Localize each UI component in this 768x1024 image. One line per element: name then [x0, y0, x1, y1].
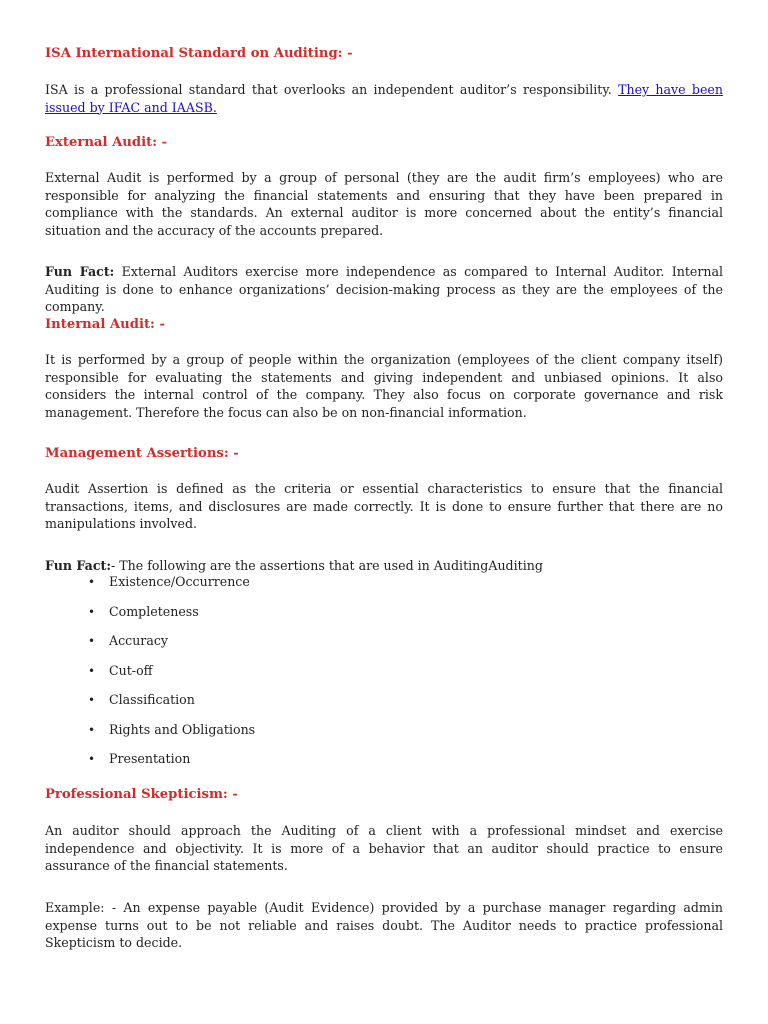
skepticism-example: Example: - An expense payable (Audit Evidence) provided by a purchase manager regarding admin expense turns out to be not reliable and raises doubt. The Auditor needs to practice professional Skepticism to decide. [45, 900, 723, 950]
internal-audit-heading: Internal Audit: - [45, 317, 165, 332]
list-item: • Classification [45, 690, 445, 720]
management-assertions-heading: Management Assertions: - [45, 446, 239, 461]
internal-audit-paragraph: It is performed by a group of people within the organization (employees of the client company itself) responsible for evaluating the statements and giving independent and unbiased opinions. It also considers the internal control of the company. They also focus on corporate governance and risk management. Therefore the focus can also be on non-financial information. [45, 352, 723, 420]
external-audit-paragraph: External Audit is performed by a group of personal (they are the audit firm’s employees) who are responsible for analyzing the financial statements and ensuring that they have been prepared in compliance with the standards. An external auditor is more concerned about the entity’s financial situation and the accuracy of the accounts prepared. [45, 170, 723, 238]
fun-fact-text: - The following are the assertions that are used in AuditingAuditing [110, 558, 543, 573]
external-audit-heading: External Audit: - [45, 135, 168, 150]
fun-fact-label: Fun Fact: [45, 558, 111, 573]
ifac-iaasb-link[interactable]: They have been issued by IFAC and IAASB. [45, 82, 723, 115]
isa-paragraph [45, 81, 723, 116]
assertions-list [45, 572, 445, 779]
list-item: • Accuracy [45, 631, 445, 661]
fun-fact-text: External Auditors exercise more independence as compared to Internal Auditor. Internal Auditing is done to enhance organizations’ decision-making process as they are the employees of the company. [45, 264, 723, 314]
list-item: • Presentation [45, 749, 445, 779]
fun-fact-label: Fun Fact: [45, 264, 115, 279]
list-item: • Rights and Obligations [45, 720, 445, 750]
isa-text: ISA is a professional standard that overlooks an independent auditor’s responsibility. [45, 82, 619, 97]
external-fun-fact [45, 263, 723, 316]
list-item: • Existence/Occurrence [45, 572, 445, 602]
management-assertions-paragraph: Audit Assertion is defined as the criteria or essential characteristics to ensure that the financial transactions, items, and disclosures are made correctly. It is done to ensure further that there are no manipulations involved. [45, 481, 723, 531]
professional-skepticism-paragraph: An auditor should approach the Auditing of a client with a professional mindset and exercise independence and objectivity. It is more of a behavior that an auditor should practice to ensure assurance of the financial statements. [45, 823, 723, 873]
list-item: • Cut-off [45, 661, 445, 691]
professional-skepticism-heading: Professional Skepticism: - [45, 787, 238, 802]
isa-heading: ISA International Standard on Auditing: - [45, 46, 353, 61]
list-item: • Completeness [45, 602, 445, 632]
